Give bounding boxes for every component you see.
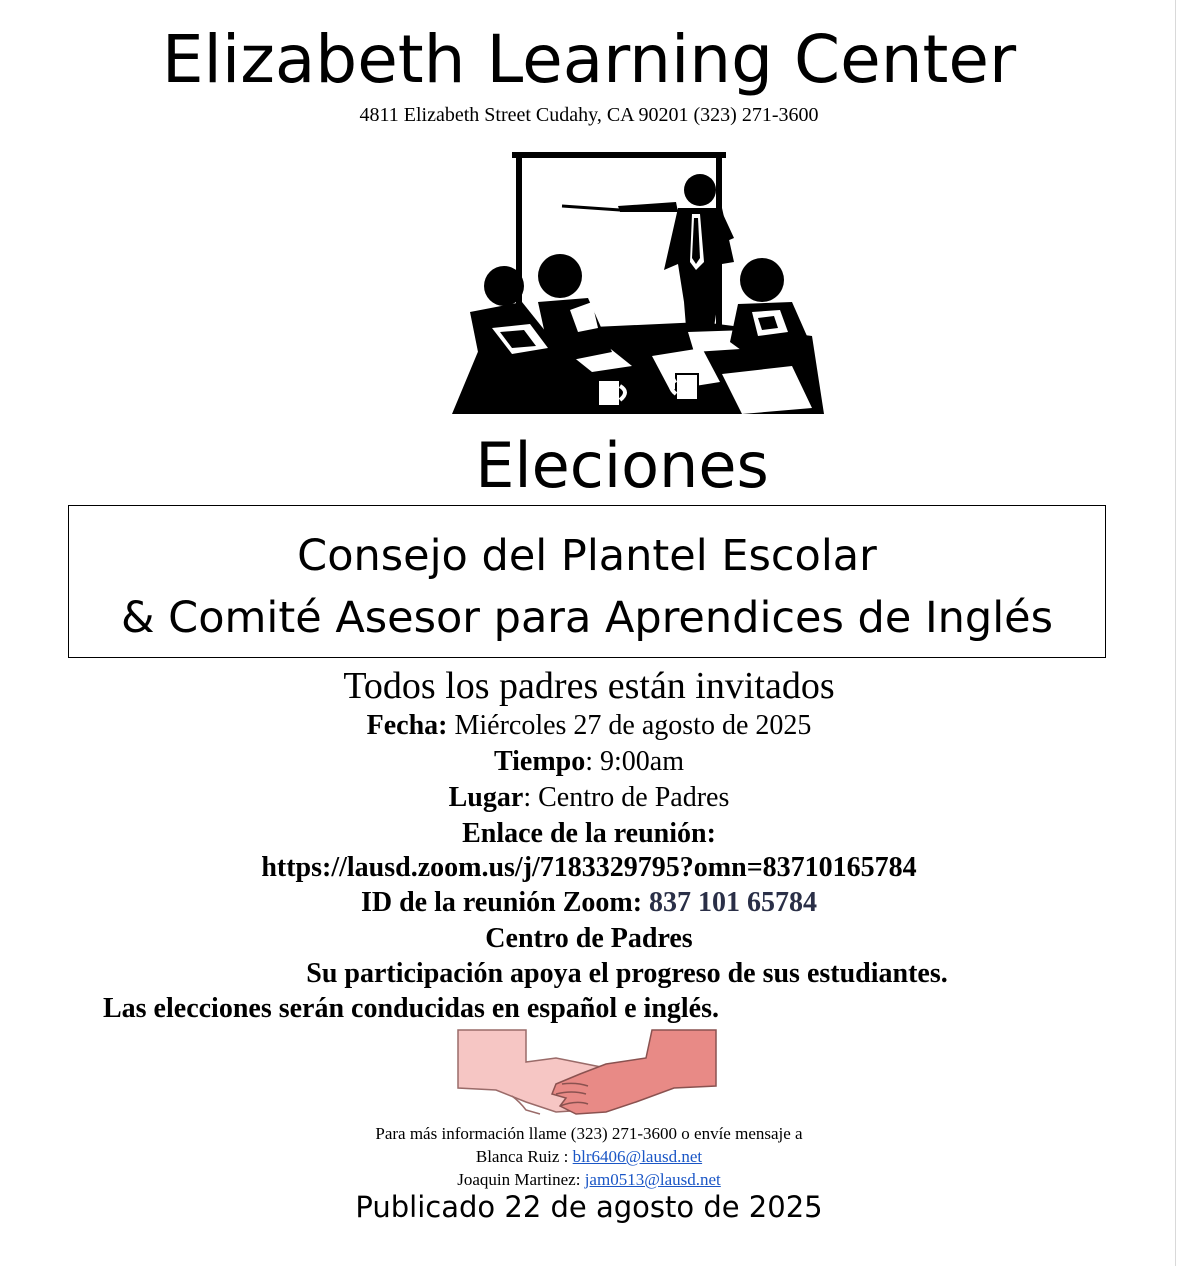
date-line	[0, 710, 1178, 742]
school-address: 4811 Elizabeth Street Cudahy, CA 90201 (323) 271-3600	[359, 104, 819, 126]
language-text: Las elecciones serán conducidas en español e inglés.	[102, 993, 719, 1024]
support-text: Su participación apoya el progreso de sus estudiantes.	[306, 958, 948, 989]
contact2-name: Joaquin Martinez:	[457, 1170, 585, 1189]
published-date: Publicado 22 de agosto de 2025	[355, 1190, 823, 1224]
page-edge	[1175, 0, 1176, 1266]
invite-text: Todos los padres están invitados	[343, 665, 835, 707]
contact2-email-link[interactable]: jam0513@lausd.net	[584, 1170, 721, 1189]
meeting-presentation-icon	[452, 152, 824, 414]
school-name: Elizabeth Learning Center	[161, 21, 1017, 98]
place-line	[0, 782, 1178, 814]
zoom-id-line	[0, 887, 1178, 919]
time-label: Tiempo	[493, 746, 586, 777]
zoom-id-value: 837 101 65784	[649, 887, 818, 918]
place-value: : Centro de Padres	[523, 782, 730, 813]
date-label: Fecha:	[366, 710, 448, 741]
handshake-icon	[456, 1028, 718, 1116]
contact-blanca	[0, 1147, 1178, 1167]
more-info-text: Para más información llame (323) 271-3600 o envíe mensaje a	[375, 1124, 803, 1143]
parent-center-text: Centro de Padres	[485, 923, 693, 954]
zoom-id-label: ID de la reunión Zoom:	[360, 887, 650, 918]
meeting-link-url[interactable]: https://lausd.zoom.us/j/7183329795?omn=83710165784	[261, 852, 917, 883]
contact-joaquin	[0, 1170, 1178, 1190]
contact1-email-link[interactable]: blr6406@lausd.net	[572, 1147, 703, 1166]
elections-title: Eleciones	[475, 429, 769, 502]
time-line	[0, 746, 1178, 778]
council-title: Consejo del Plantel Escolar	[297, 531, 877, 581]
date-value: Miércoles 27 de agosto de 2025	[447, 710, 812, 741]
contact1-name: Blanca Ruiz :	[475, 1147, 573, 1166]
committee-title: & Comité Asesor para Aprendices de Inglés	[120, 593, 1054, 643]
council-box	[68, 505, 1106, 658]
time-value: : 9:00am	[585, 746, 685, 777]
meeting-link-label: Enlace de la reunión:	[462, 818, 716, 849]
place-label: Lugar	[448, 782, 524, 813]
